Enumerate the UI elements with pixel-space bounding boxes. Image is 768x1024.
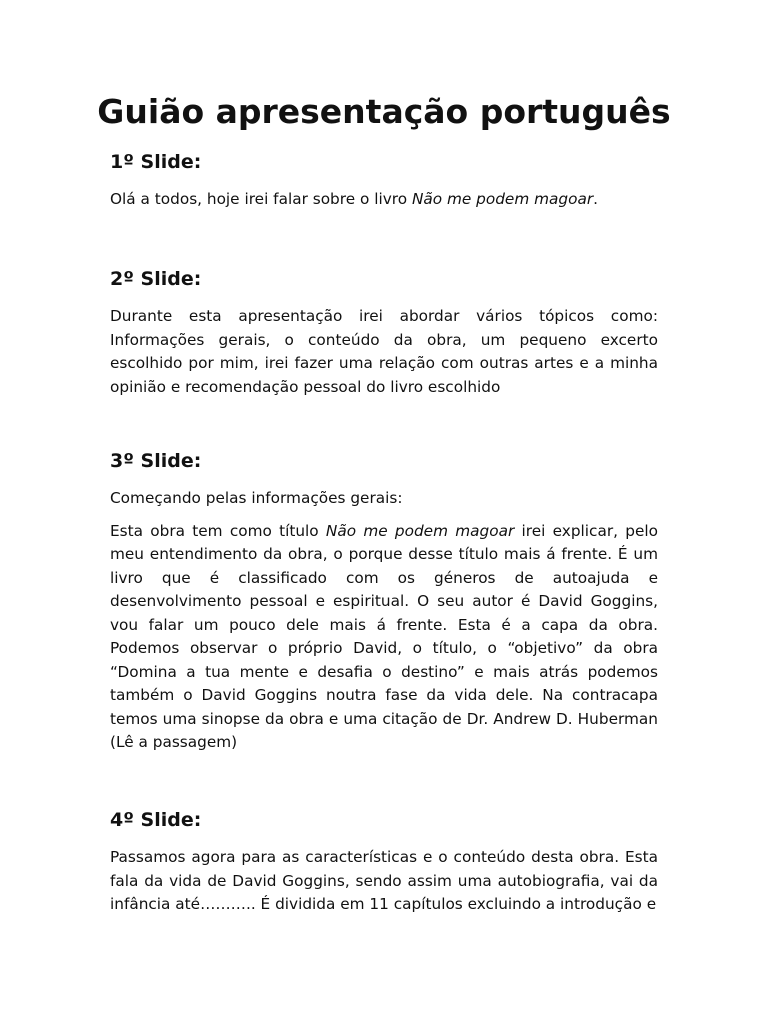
slide-1-paragraph: [110, 188, 658, 212]
slide-2-paragraph: Durante esta apresentação irei abordar vários tópicos como: Informações gerais, o conteúdo da obra, um pequeno excerto escolhido por mim, irei fazer uma relação com outras artes e a minha opinião e recomendação pessoal do livro escolhido: [110, 307, 658, 396]
slide-1-section: [110, 148, 658, 212]
slide-4-heading: 4º Slide:: [110, 809, 202, 831]
slide-3-text-end: irei explicar, pelo meu entendimento da obra, o porque desse título mais á frente. É um livro que é classificado com os géneros de autoajuda e desenvolvimento pessoal e espiritual. O seu autor é David Goggins, vou falar um pouco dele mais á frente. Esta é a capa da obra. Podemos observar o próprio David, o título, o “objetivo” da obra “Domina a tua mente e desafia o destino” e mais atrás podemos também o David Goggins noutra fase da vida dele. Na contracapa temos uma sinopse da obra e uma citação de Dr. Andrew D. Huberman (Lê a passagem): [110, 521, 658, 751]
slide-1-text-end: .: [593, 190, 598, 208]
slide-4-paragraph: Passamos agora para as características e o conteúdo desta obra. Esta fala da vida de David Goggins, sendo assim uma autobiografia, vai da infância até……….. É dividida em 11 capítulos excluindo a introdução e: [110, 848, 658, 913]
slide-3-text-start: Esta obra tem como título: [110, 521, 326, 540]
slide-3-paragraph: [110, 520, 658, 755]
book-title-italic: Não me podem magoar: [411, 190, 594, 208]
slide-2-heading: 2º Slide:: [110, 268, 202, 290]
book-title-italic: Não me podem magoar: [325, 521, 515, 540]
slide-3-section: [110, 447, 658, 755]
slide-2-section: [110, 265, 658, 399]
slide-1-heading: 1º Slide:: [110, 151, 202, 173]
slide-3-intro: Começando pelas informações gerais:: [110, 489, 403, 507]
document-title: Guião apresentação português: [97, 92, 671, 131]
slide-3-heading: 3º Slide:: [110, 450, 202, 472]
slide-1-text-start: Olá a todos, hoje irei falar sobre o livro: [110, 190, 412, 208]
slide-4-section: [110, 806, 658, 917]
